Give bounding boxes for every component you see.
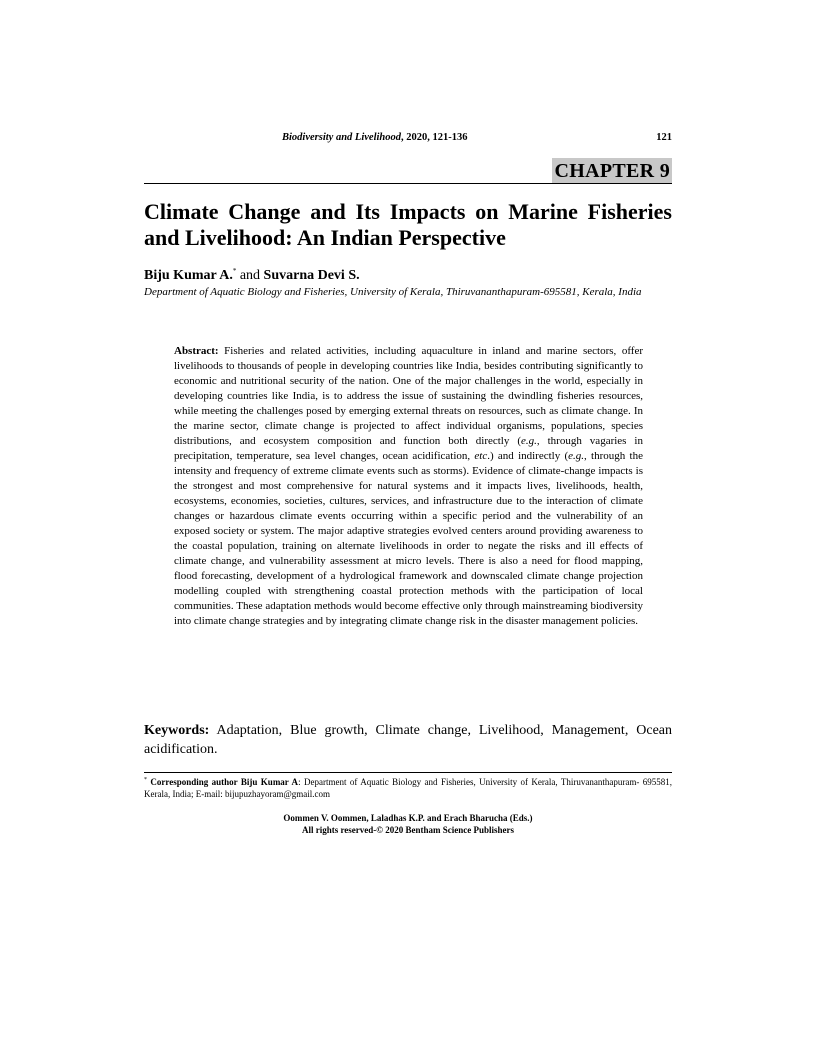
abstract-text: Fisheries and related activities, including aquaculture in inland and marine sectors, offer livelihoods to thousands of people in developing countries like India, besides contributing significantly to economic and nutritional security of the nation. One of the major challenges in the world, especially in developing countries like India, is to address the issue of sustaining the dwindling fisheries resources, while meeting the challenges posed by emerging external threats on resources, such as climate change. In the marine sector, climate change is projected to affect individual organisms, populations, species distributions, and ecosystem composition and function both directly ( xyxy=(174,345,643,447)
article-title: Climate Change and Its Impacts on Marine Fisheries and Livelihood: An Indian Perspective xyxy=(144,199,672,250)
keywords xyxy=(144,721,672,759)
abstract-italic: e.g. xyxy=(568,450,585,462)
footnote-lead: Corresponding author Biju Kumar A xyxy=(147,777,299,787)
article-page xyxy=(144,0,672,1056)
header-divider xyxy=(144,183,672,184)
author-line xyxy=(144,262,672,285)
abstract-italic: e.g. xyxy=(521,435,537,447)
footnote-divider xyxy=(144,772,672,773)
chapter-label: CHAPTER 9 xyxy=(552,158,672,183)
author-conjunction: and xyxy=(236,268,264,283)
abstract-text: , through the intensity and frequency of extreme climate events such as storms). Evidence of climate-change impacts is the strongest and most comprehensive for natural systems and it impacts lives, livelihoods, health, ecosystems, economies, societies, cultures, services, and infrastructure due to the interaction of climate changes or hazardous climate events occurring within a specific period and the vulnerability of an exposed society or system. The major adaptive strategies evolved centers around providing awareness to the coastal population, training on alternate livelihoods in order to negate the risks and ill effects of climate change, and vulnerability assessment at micro levels. There is also a need for flood mapping, flood forecasting, development of a hydrological framework and downscaled climate change projection modelling coupled with strengthening coastal protection methods with the participation of local communities. These adaptation methods would become effective only through mainstreaming biodiversity into climate change strategies and by integrating climate change risk in the disaster management policies. xyxy=(174,450,643,627)
footnote-mark: * xyxy=(144,777,147,783)
publisher-info xyxy=(144,812,672,836)
keywords-label: Keywords: xyxy=(144,723,210,738)
editors-line: Oommen V. Oommen, Laladhas K.P. and Erach Bharucha (Eds.) xyxy=(283,813,533,823)
abstract-text: .) and indirectly ( xyxy=(487,450,569,462)
page-number: 121 xyxy=(656,132,672,143)
footnote xyxy=(144,774,672,800)
rights-line: All rights reserved-© 2020 Bentham Science Publishers xyxy=(301,825,515,835)
abstract xyxy=(174,344,643,629)
corresponding-author-mark: * xyxy=(232,267,237,275)
footnote-text: : Department of Aquatic Biology and Fisheries, University of Kerala, Thiruvananthapuram- 695581, Kerala, India; E-mail: bijupuzhayoram@gmail.com xyxy=(144,777,673,799)
abstract-label: Abstract: xyxy=(174,345,219,357)
abstract-text: , through vagaries in precipitation, temperature, sea level changes, ocean acidification, xyxy=(174,435,643,462)
journal-year-pages: , 2020, 121-136 xyxy=(401,132,468,143)
journal-title: Biodiversity and Livelihood xyxy=(282,132,401,143)
author-name: Biju Kumar A. xyxy=(144,268,233,283)
abstract-italic: etc xyxy=(474,450,488,462)
affiliation: Department of Aquatic Biology and Fisheries, University of Kerala, Thiruvananthapuram-695581, Kerala, India xyxy=(144,286,642,298)
keywords-text: Adaptation, Blue growth, Climate change, Livelihood, Management, Ocean acidification. xyxy=(144,723,672,757)
author-name: Suvarna Devi S. xyxy=(263,268,360,283)
journal-citation xyxy=(282,132,468,143)
